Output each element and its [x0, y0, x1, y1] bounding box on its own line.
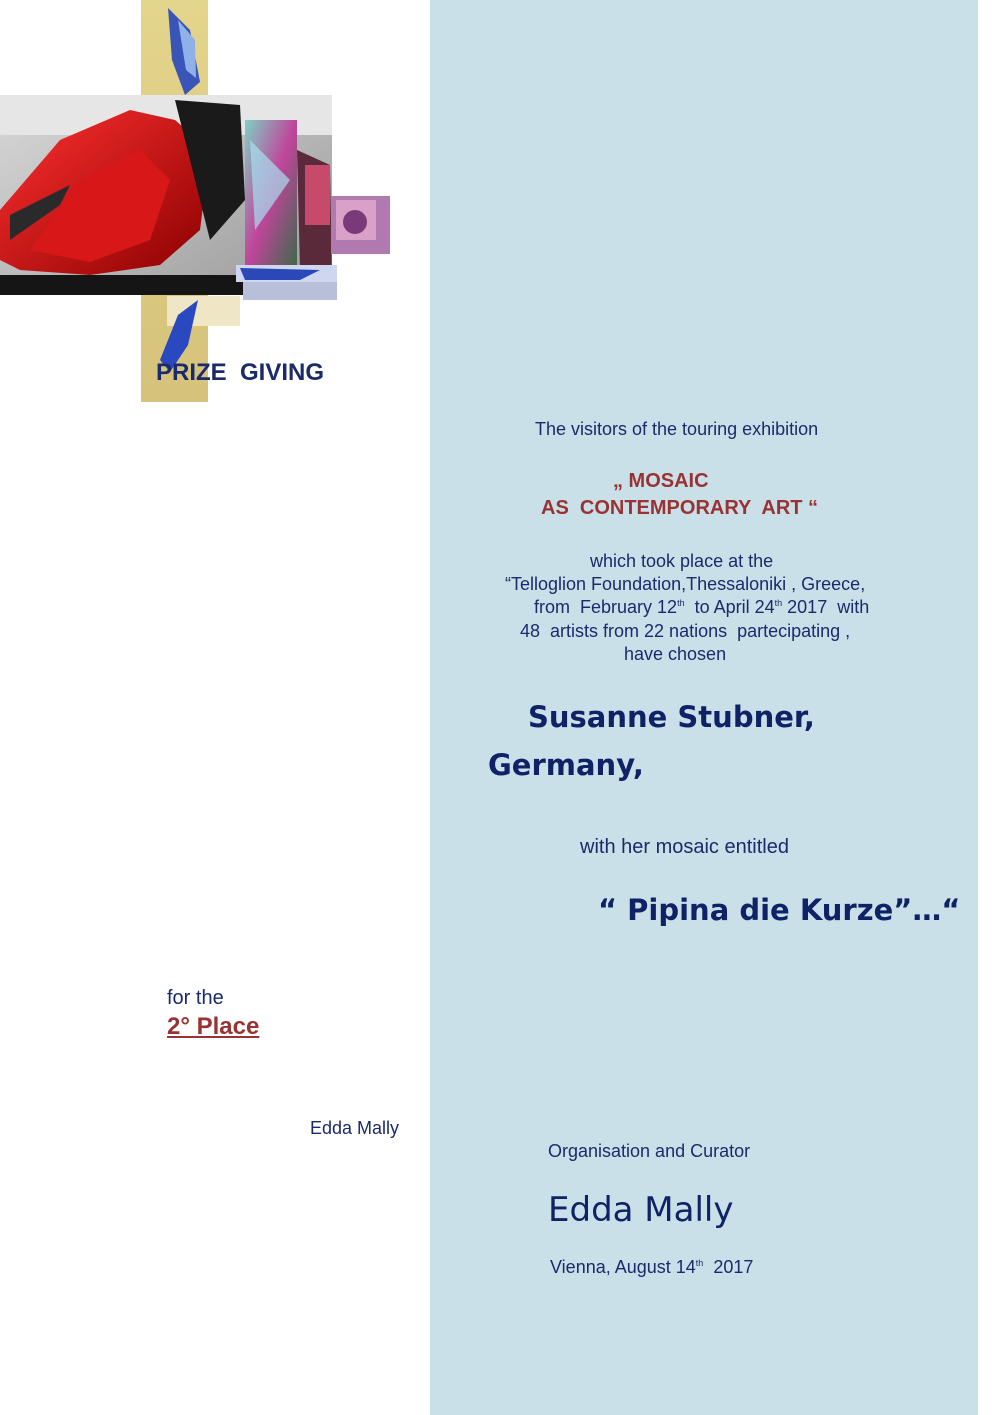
prize-giving-heading: PRIZE GIVING — [156, 359, 325, 386]
winner-country: Germany, — [488, 748, 644, 782]
mosaic-intro: with her mosaic entitled — [580, 836, 789, 858]
superscript-th: th — [695, 1258, 704, 1268]
artwork-image — [0, 0, 400, 402]
details-line-5: have chosen — [624, 644, 727, 664]
signature-small-name: Edda Mally — [310, 1118, 400, 1138]
date-year: 2017 with — [782, 597, 870, 617]
details-line-4: 48 artists from 22 nations partecipating , — [520, 621, 851, 641]
curator-name: Edda Mally — [548, 1190, 734, 1230]
date-year: 2017 — [703, 1257, 754, 1277]
mosaic-title: “ Pipina die Kurze”…“ — [598, 893, 961, 927]
intro-text: The visitors of the touring exhibition — [535, 419, 819, 439]
signature-date — [550, 1257, 753, 1278]
details-line-2: “Telloglion Foundation,Thessaloniki , Greece, — [505, 574, 866, 594]
exhibition-title-line2: AS CONTEMPORARY ART “ — [541, 497, 819, 519]
for-the-label: for the — [167, 987, 224, 1009]
date-from: from February 12 — [534, 597, 678, 617]
organisation-role: Organisation and Curator — [548, 1141, 751, 1161]
details-line-3 — [534, 597, 869, 618]
superscript-th: th — [677, 598, 685, 608]
superscript-th: th — [774, 598, 783, 608]
date-text: Vienna, August 14 — [550, 1257, 696, 1277]
winner-name: Susanne Stubner, — [528, 700, 815, 734]
mosaic-artwork-collage — [0, 0, 400, 402]
place-label: 2° Place — [167, 1013, 260, 1040]
exhibition-title-line1: „ MOSAIC — [613, 470, 709, 492]
details-line-1: which took place at the — [590, 551, 774, 571]
date-to: to April 24 — [684, 597, 775, 617]
